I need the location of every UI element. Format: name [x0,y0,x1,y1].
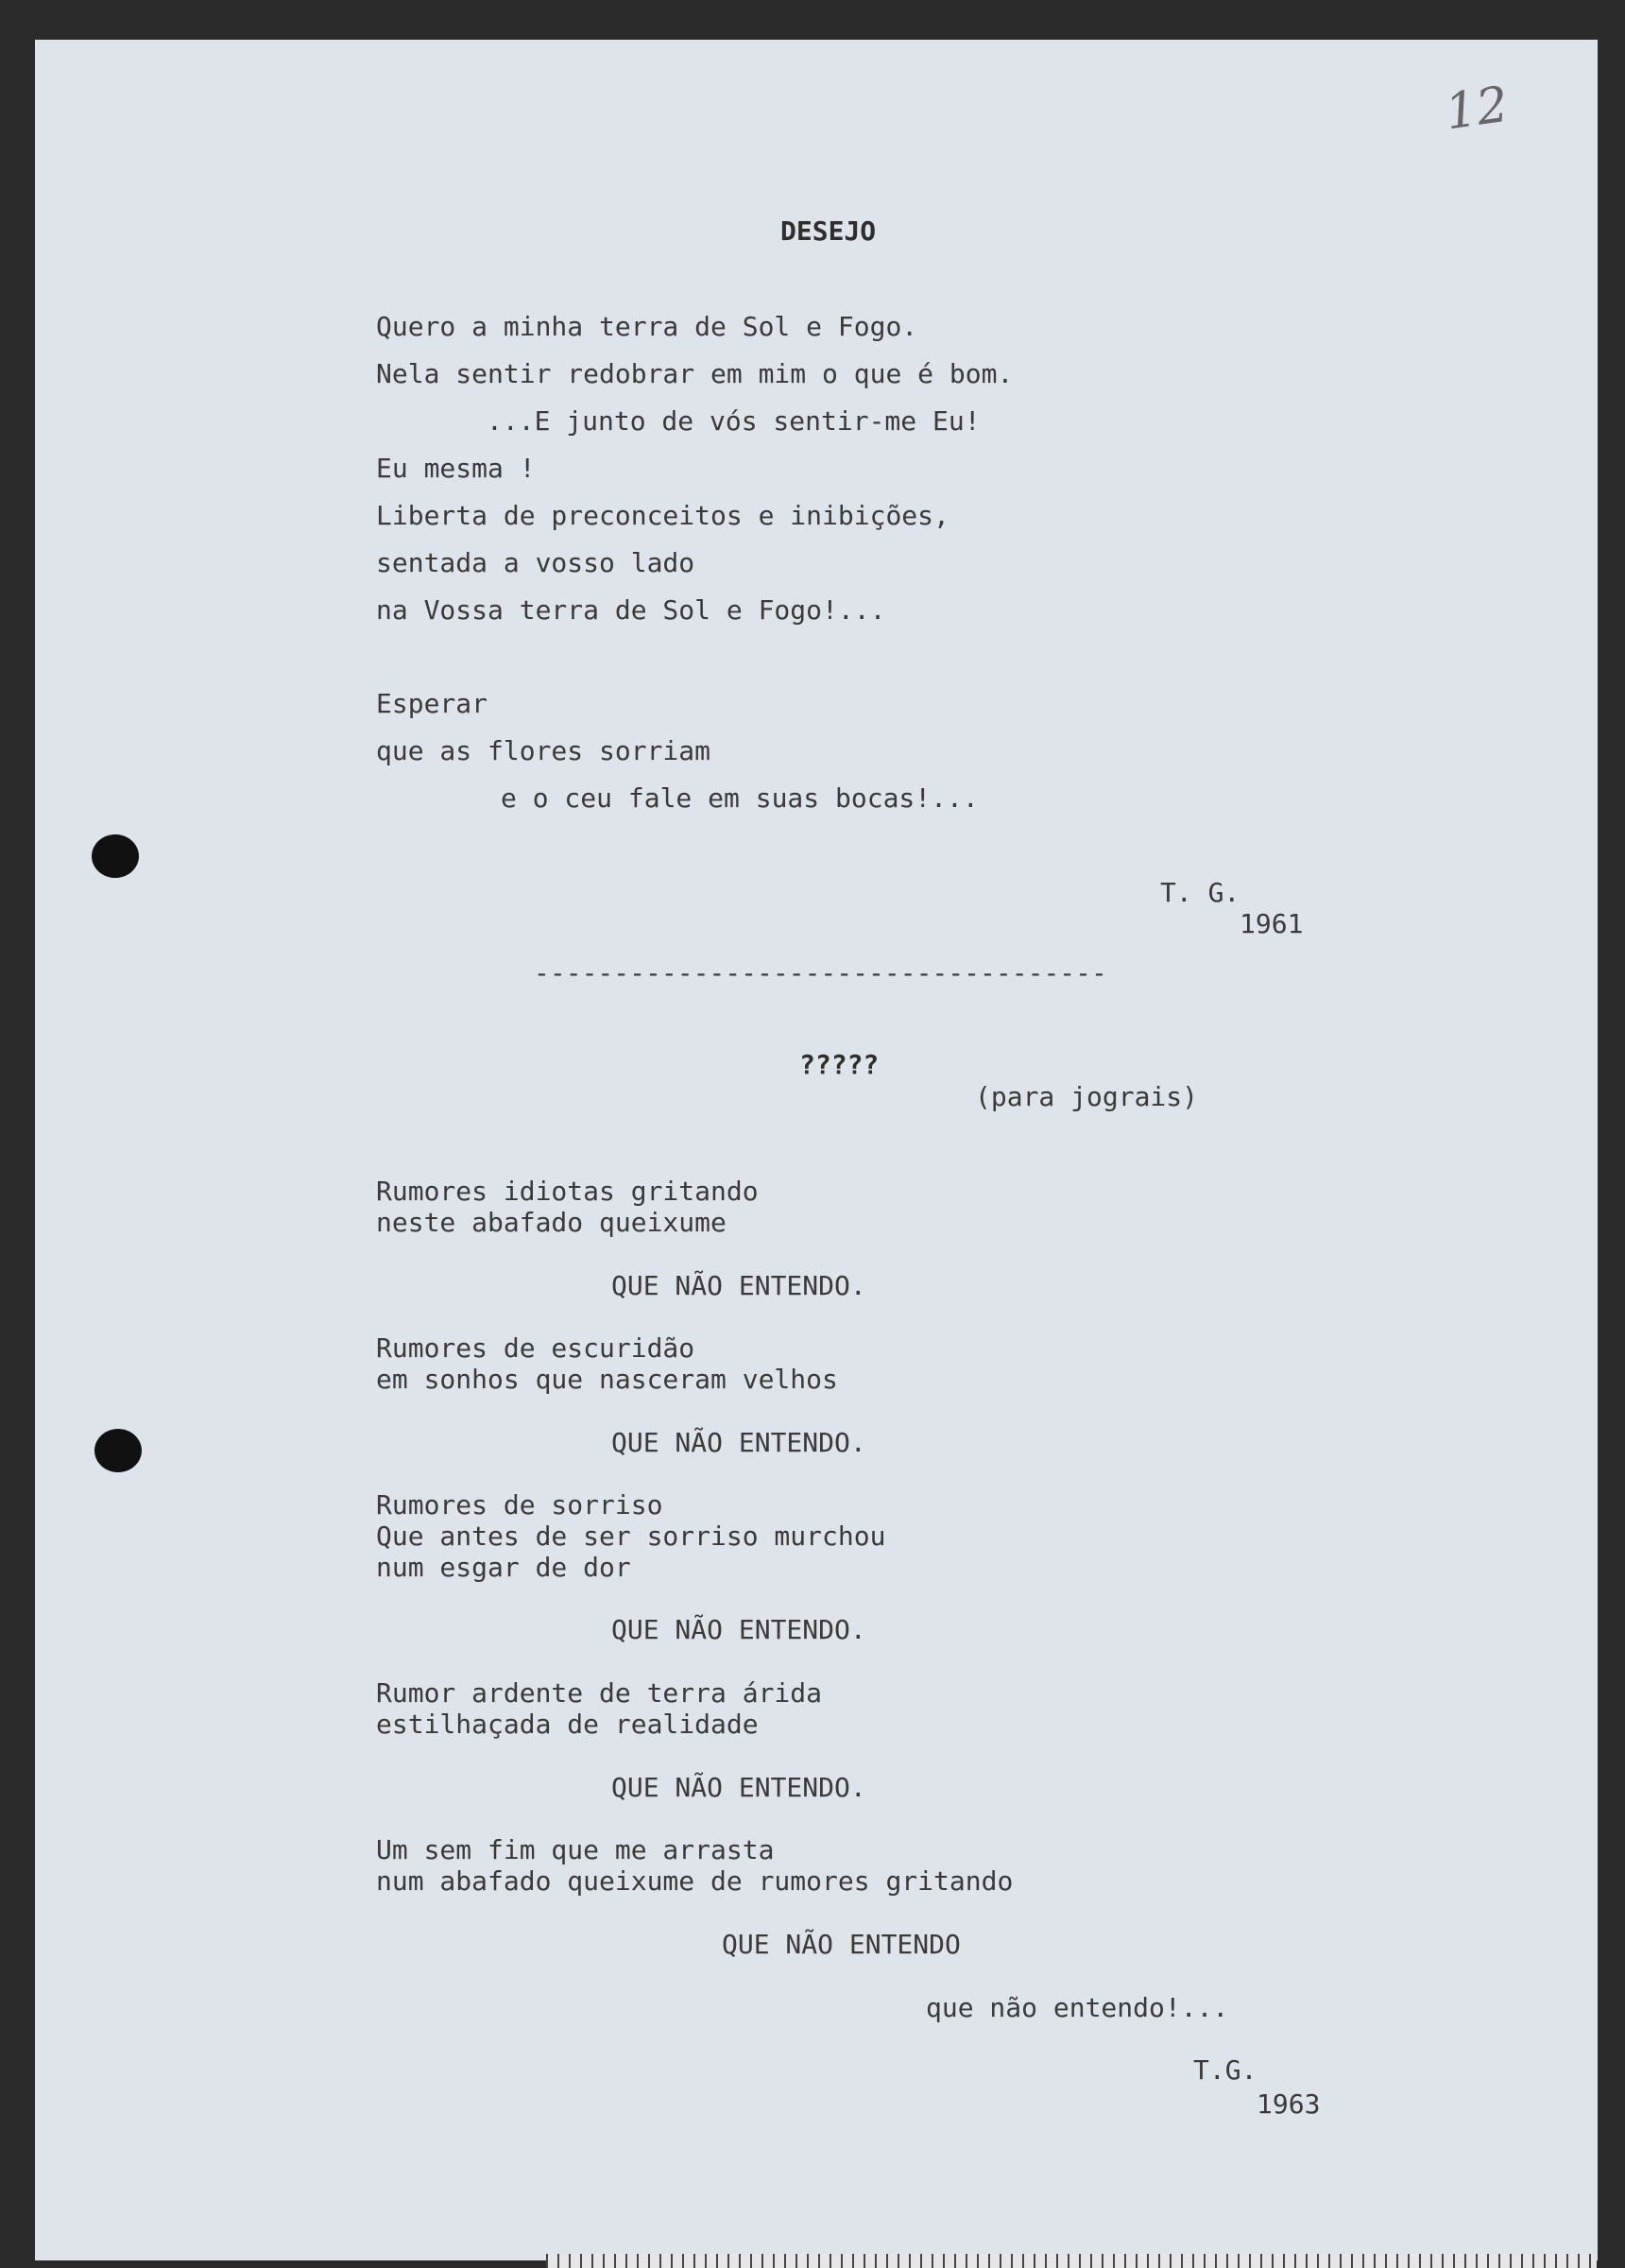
poem-line: Rumores de sorriso [376,1489,663,1521]
poem-line: Rumor ardente de terra árida [376,1677,823,1709]
signature: T. G. [1160,877,1240,908]
handwritten-page-number: 12 [1442,76,1513,142]
poem-line: num esgar de dor [376,1552,631,1583]
poem-line: em sonhos que nasceram velhos [376,1364,838,1395]
signature: T.G. [1193,2054,1257,2086]
refrain-line: QUE NÃO ENTENDO [722,1929,961,1960]
poem-line: Liberta de preconceitos e inibições, [376,500,949,531]
date: 1961 [1240,908,1304,939]
poem-title: DESEJO [780,215,877,247]
punch-hole [94,1429,142,1472]
poem-line: e o ceu fale em suas bocas!... [501,782,979,814]
poem-line: Esperar [376,688,488,719]
punch-hole [92,834,139,878]
refrain-line: QUE NÃO ENTENDO. [611,1614,866,1645]
poem-line: Um sem fim que me arrasta [376,1834,775,1865]
poem-subtitle: (para jograis) [975,1081,1199,1112]
poem-title: ????? [799,1049,880,1080]
poem-line: Quero a minha terra de Sol e Fogo. [376,311,918,342]
poem-line: que não entendo!... [926,1992,1229,2023]
scale-ruler [546,2254,1597,2268]
date: 1963 [1257,2088,1321,2120]
poem-line: Rumores idiotas gritando [376,1176,759,1207]
poem-line: sentada a vosso lado [376,547,695,578]
divider-line: ------------------------------------ [534,957,1107,988]
poem-line: num abafado queixume de rumores gritando [376,1865,1014,1897]
poem-line: neste abafado queixume [376,1207,727,1238]
poem-line: Nela sentir redobrar em mim o que é bom. [376,358,1014,389]
refrain-line: QUE NÃO ENTENDO. [611,1427,866,1458]
poem-line: ...E junto de vós sentir-me Eu! [487,405,981,437]
poem-line: Rumores de escuridão [376,1332,695,1364]
refrain-line: QUE NÃO ENTENDO. [611,1270,866,1301]
poem-line: estilhaçada de realidade [376,1709,759,1740]
poem-line: Que antes de ser sorriso murchou [376,1521,886,1552]
poem-line: que as flores sorriam [376,735,711,766]
refrain-line: QUE NÃO ENTENDO. [611,1772,866,1803]
poem-line: na Vossa terra de Sol e Fogo!... [376,594,886,626]
poem-line: Eu mesma ! [376,453,536,484]
